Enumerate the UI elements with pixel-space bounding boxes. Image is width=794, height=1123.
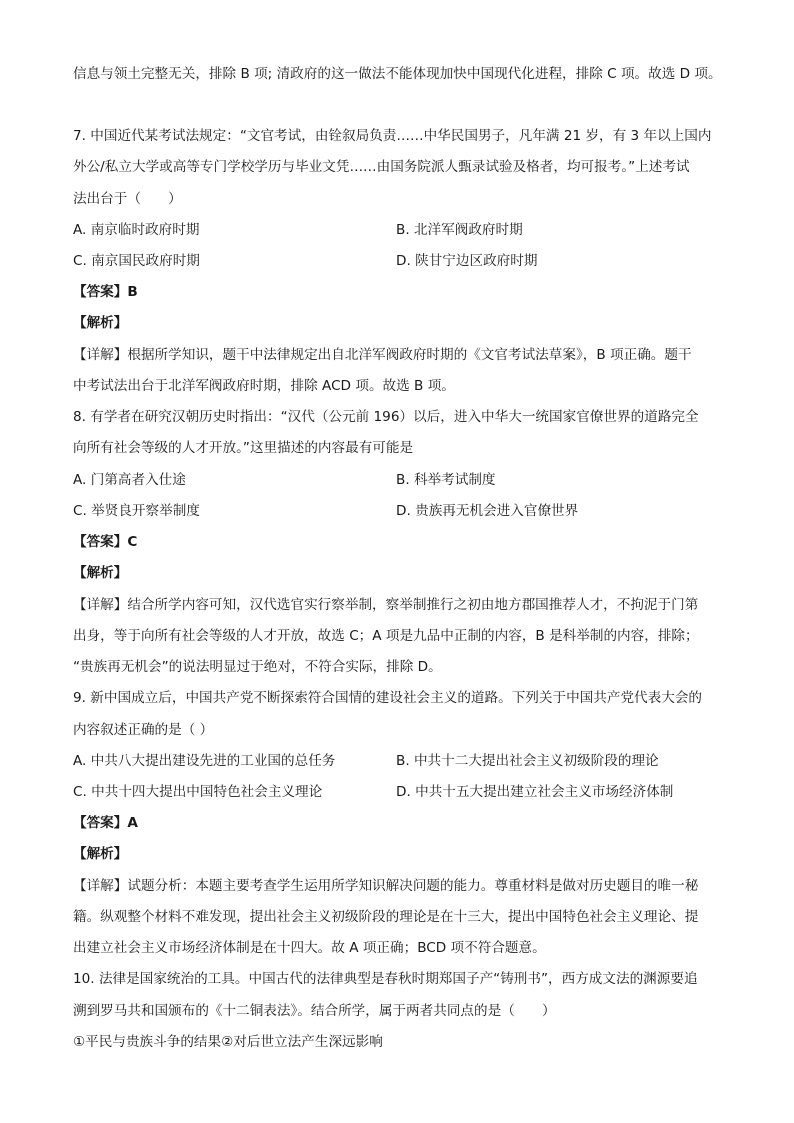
question-9-answer: 【答案】A xyxy=(73,815,138,831)
question-8-option-c: C. 举贤良开察举制度 xyxy=(73,503,200,519)
question-9-option-c: C. 中共十四大提出中国特色社会主义理论 xyxy=(73,784,323,800)
question-8-stem: 8. 有学者在研究汉朝历史时指出：“汉代（公元前 196）以后，进入中华大一统国家官僚世界的道路完全 xyxy=(73,409,699,425)
question-9-option-b: B. 中共十二大提出社会主义初级阶段的理论 xyxy=(396,753,659,769)
question-10-stem: 溯到罗马共和国颁布的《十二铜表法》。结合所学，属于两者共同点的是（ ） xyxy=(73,1003,556,1019)
question-7-explanation: 中考试法出台于北洋军阀政府时期，排除 ACD 项。故选 B 项。 xyxy=(73,378,455,394)
question-9-stem: 内容叙述正确的是（ ） xyxy=(73,722,214,738)
text-line: 信息与领土完整无关，排除 B 项; 清政府的这一做法不能体现加快中国现代化进程，排除 C 项。故选 D 项。 xyxy=(73,66,722,82)
question-9-option-d: D. 中共十五大提出建立社会主义市场经济体制 xyxy=(396,784,674,800)
question-7-option-d: D. 陕甘宁边区政府时期 xyxy=(396,253,538,269)
question-9-explanation: 出建立社会主义市场经济体制是在十四大。故 A 项正确；BCD 项不符合题意。 xyxy=(73,940,546,956)
question-9-analysis-heading: 【解析】 xyxy=(73,846,128,862)
question-8-answer: 【答案】C xyxy=(73,534,138,550)
question-8-explanation: 出身，等于向所有社会等级的人才开放，故选 C；A 项是九品中正制的内容，B 是科举制的内容，排除； xyxy=(73,628,699,644)
question-7-answer: 【答案】B xyxy=(73,284,138,300)
question-7-option-c: C. 南京国民政府时期 xyxy=(73,253,200,269)
question-7-stem: 外公/私立大学或高等专门学校学历与毕业文凭……由国务院派人甄录试验及格者，均可报考。”上述考试 xyxy=(73,159,690,175)
question-10-statements: ①平民与贵族斗争的结果②对后世立法产生深远影响 xyxy=(73,1034,383,1050)
question-9-stem: 9. 新中国成立后，中国共产党不断探索符合国情的建设社会主义的道路。下列关于中国共产党代表大会的 xyxy=(73,690,703,706)
question-9-explanation: 【详解】试题分析：本题主要考查学生运用所学知识解决问题的能力。尊重材料是做对历史题目的唯一秘 xyxy=(73,878,699,894)
question-8-option-d: D. 贵族再无机会进入官僚世界 xyxy=(396,503,579,519)
question-8-option-b: B. 科举考试制度 xyxy=(396,472,496,488)
question-8-explanation: 【详解】结合所学内容可知，汉代选官实行察举制，察举制推行之初由地方郡国推荐人才，不拘泥于门第 xyxy=(73,597,699,613)
question-9-option-a: A. 中共八大提出建设先进的工业国的总任务 xyxy=(73,753,336,769)
question-8-analysis-heading: 【解析】 xyxy=(73,565,128,581)
question-7-option-a: A. 南京临时政府时期 xyxy=(73,222,200,238)
question-7-explanation: 【详解】根据所学知识，题干中法律规定出自北洋军阀政府时期的《文官考试法草案》，B 项正确。题干 xyxy=(73,347,692,363)
question-10-stem: 10. 法律是国家统治的工具。中国古代的法律典型是春秋时期郑国子产“铸刑书”，西方成文法的渊源要追 xyxy=(73,971,698,987)
question-8-option-a: A. 门第高者入仕途 xyxy=(73,472,186,488)
question-7-stem: 7. 中国近代某考试法规定：“文官考试，由铨叙局负责……中华民国男子，凡年满 21 岁，有 3 年以上国内 xyxy=(73,128,712,144)
question-7-option-b: B. 北洋军阀政府时期 xyxy=(396,222,523,238)
question-9-explanation: 籍。纵观整个材料不难发现，提出社会主义初级阶段的理论是在十三大，提出中国特色社会主义理论、提 xyxy=(73,909,699,925)
question-7-analysis-heading: 【解析】 xyxy=(73,315,128,331)
question-7-stem: 法出台于（ ） xyxy=(73,191,182,207)
question-8-explanation: “贵族再无机会”的说法明显过于绝对，不符合实际，排除 D。 xyxy=(73,659,442,675)
question-8-stem: 向所有社会等级的人才开放。”这里描述的内容最有可能是 xyxy=(73,440,414,456)
